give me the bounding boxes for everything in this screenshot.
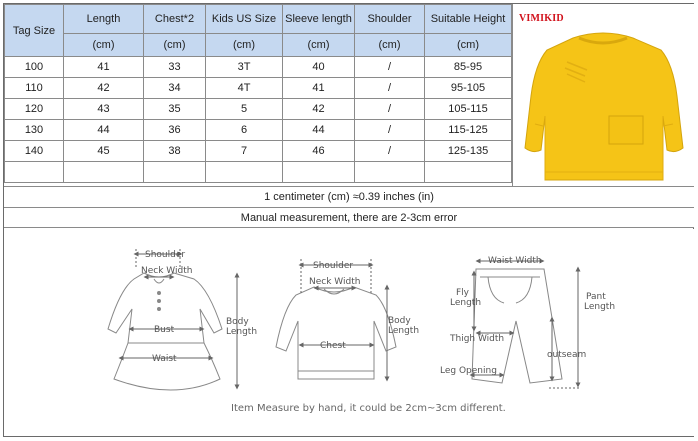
table-row bbox=[5, 141, 512, 162]
cell: 45 bbox=[64, 141, 144, 162]
sweater-chest-label: Chest bbox=[320, 341, 346, 351]
pants-pant-label: Pant bbox=[586, 292, 606, 302]
measurement-diagrams bbox=[4, 229, 694, 436]
cell: 115-125 bbox=[425, 120, 512, 141]
header-suitable-height: Suitable Height bbox=[425, 5, 512, 34]
cell: 35 bbox=[144, 99, 206, 120]
header-chest: Chest*2 bbox=[144, 5, 206, 34]
cell: 36 bbox=[144, 120, 206, 141]
cell: 43 bbox=[64, 99, 144, 120]
table-unit-row bbox=[5, 34, 512, 57]
pants-fly-length-label: Length bbox=[450, 298, 482, 308]
cell: / bbox=[355, 141, 425, 162]
conversion-note: 1 centimeter (cm) ≈0.39 inches (in) bbox=[4, 186, 694, 207]
sweater-diagram bbox=[276, 287, 396, 379]
brand-logo: VIMIKID bbox=[519, 13, 564, 24]
dress-length-label: Length bbox=[226, 327, 258, 337]
cell: 120 bbox=[5, 99, 64, 120]
unit-cell: (cm) bbox=[206, 34, 283, 57]
product-photo bbox=[512, 4, 694, 186]
cell: 110 bbox=[5, 78, 64, 99]
dress-neck-width-label: Neck Width bbox=[141, 266, 193, 276]
header-shoulder: Shoulder bbox=[355, 5, 425, 34]
cell: 100 bbox=[5, 57, 64, 78]
table-header-row bbox=[5, 5, 512, 34]
cell: / bbox=[355, 120, 425, 141]
header-kids-us-size: Kids US Size bbox=[206, 5, 283, 34]
cell bbox=[5, 162, 64, 183]
cell bbox=[64, 162, 144, 183]
table-row bbox=[5, 99, 512, 120]
unit-cell: (cm) bbox=[425, 34, 512, 57]
cell: 125-135 bbox=[425, 141, 512, 162]
cell bbox=[144, 162, 206, 183]
table-row bbox=[5, 78, 512, 99]
sweater-body-label: Body bbox=[388, 316, 411, 326]
cell: 44 bbox=[283, 120, 355, 141]
pants-waist-width-label: Waist Width bbox=[488, 256, 542, 266]
dress-waist-label: Waist bbox=[152, 354, 177, 364]
cell: 42 bbox=[283, 99, 355, 120]
cell bbox=[283, 162, 355, 183]
cell: 95-105 bbox=[425, 78, 512, 99]
cell: 38 bbox=[144, 141, 206, 162]
cell: 34 bbox=[144, 78, 206, 99]
sweater-length-label: Length bbox=[388, 326, 420, 336]
unit-cell: (cm) bbox=[355, 34, 425, 57]
cell: / bbox=[355, 57, 425, 78]
table-row bbox=[5, 120, 512, 141]
cell: 40 bbox=[283, 57, 355, 78]
cell: 140 bbox=[5, 141, 64, 162]
cell: 46 bbox=[283, 141, 355, 162]
table-row bbox=[5, 57, 512, 78]
dress-shoulder-label: Shoulder bbox=[145, 250, 186, 260]
cell: 4T bbox=[206, 78, 283, 99]
sweater-illustration bbox=[513, 4, 694, 186]
cell: 5 bbox=[206, 99, 283, 120]
size-table bbox=[4, 4, 512, 183]
sweater-neck-width-label: Neck Width bbox=[309, 277, 361, 287]
pants-pant-length-label: Length bbox=[584, 302, 616, 312]
header-tag-size: Tag Size bbox=[5, 5, 64, 57]
unit-cell: (cm) bbox=[283, 34, 355, 57]
unit-cell: (cm) bbox=[64, 34, 144, 57]
header-sleeve-length: Sleeve length bbox=[283, 5, 355, 34]
cell bbox=[206, 162, 283, 183]
cell: 85-95 bbox=[425, 57, 512, 78]
cell: 41 bbox=[64, 57, 144, 78]
cell bbox=[425, 162, 512, 183]
diagram-footnote: Item Measure by hand, it could be 2cm~3cm different. bbox=[231, 403, 506, 414]
unit-cell: (cm) bbox=[144, 34, 206, 57]
pants-leg-opening-label: Leg Opening bbox=[440, 366, 497, 376]
cell bbox=[355, 162, 425, 183]
table-row-empty bbox=[5, 162, 512, 183]
cell: 44 bbox=[64, 120, 144, 141]
cell: 6 bbox=[206, 120, 283, 141]
cell: 7 bbox=[206, 141, 283, 162]
cell: 3T bbox=[206, 57, 283, 78]
pants-fly-label: Fly bbox=[456, 288, 470, 298]
dress-body-label: Body bbox=[226, 317, 249, 327]
sweater-shoulder-label: Shoulder bbox=[313, 261, 354, 271]
cell: / bbox=[355, 78, 425, 99]
cell: 41 bbox=[283, 78, 355, 99]
dress-bust-label: Bust bbox=[154, 325, 175, 335]
cell: 33 bbox=[144, 57, 206, 78]
pants-thigh-width-label: Thigh Width bbox=[450, 334, 505, 344]
cell: / bbox=[355, 99, 425, 120]
header-length: Length bbox=[64, 5, 144, 34]
cell: 130 bbox=[5, 120, 64, 141]
measurement-svg bbox=[4, 229, 694, 436]
error-note: Manual measurement, there are 2-3cm error bbox=[4, 207, 694, 228]
cell: 105-115 bbox=[425, 99, 512, 120]
pants-outseam-label: outseam bbox=[547, 350, 587, 360]
cell: 42 bbox=[64, 78, 144, 99]
